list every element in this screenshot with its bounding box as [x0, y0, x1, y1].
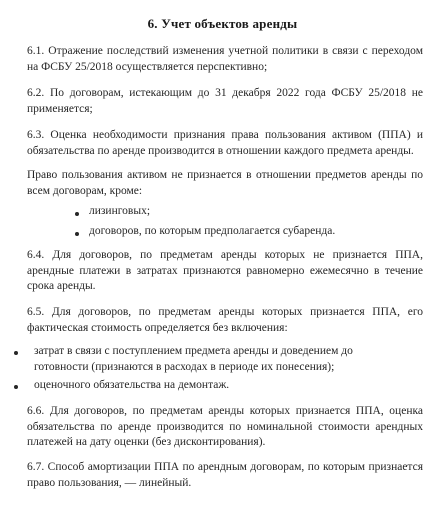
bullet-icon — [75, 212, 79, 216]
paragraph-6-7: 6.7. Способ амортизации ППА по арендным договорам, по которым признается право пользования, — линейный. — [27, 461, 423, 489]
list-item-leasing: лизинговых; — [89, 205, 151, 217]
list-item-dismantling: оценочного обязательства на демонтаж. — [34, 379, 230, 391]
paragraph-6-6: 6.6. Для договоров, по предметам аренды которых признается ППА, оценка обязательства по аренде производится по номинальной стоимости арендных платежей на дату оценки (без дисконтирования). — [27, 405, 423, 448]
section-title: 6. Учет объектов аренды — [147, 16, 298, 31]
bullet-icon — [14, 351, 18, 355]
paragraph-6-3: 6.3. Оценка необходимости признания права пользования активом (ППА) и обязательства по аренде производится в отношении каждого предмета аренды. — [27, 129, 423, 157]
list-item-acquisition-costs: затрат в связи с поступлением предмета аренды и доведением до готовности (признаются в расходах в периоде их понесения); — [34, 345, 353, 373]
paragraph-exceptions-intro: Право пользования активом не признается в отношении предметов аренды по всем договорам, кроме: — [27, 169, 423, 197]
paragraph-6-2: 6.2. По договорам, истекающим до 31 декабря 2022 года ФСБУ 25/2018 не применяется; — [27, 87, 423, 115]
paragraph-6-1: 6.1. Отражение последствий изменения учетной политики в связи с переходом на ФСБУ 25/2018 осуществляется перспективно; — [27, 45, 423, 73]
bullet-icon — [75, 232, 79, 236]
paragraph-6-4: 6.4. Для договоров, по предметам аренды которых не признается ППА, арендные платежи в затратах признаются равномерно ежемесячно в течение срока аренды. — [27, 249, 423, 292]
bullet-icon — [14, 385, 18, 389]
paragraph-6-5: 6.5. Для договоров, по предметам аренды которых признается ППА, его фактическая стоимость определяется без включения: — [27, 306, 423, 334]
list-item-sublease: договоров, по которым предполагается субаренда. — [89, 225, 336, 237]
